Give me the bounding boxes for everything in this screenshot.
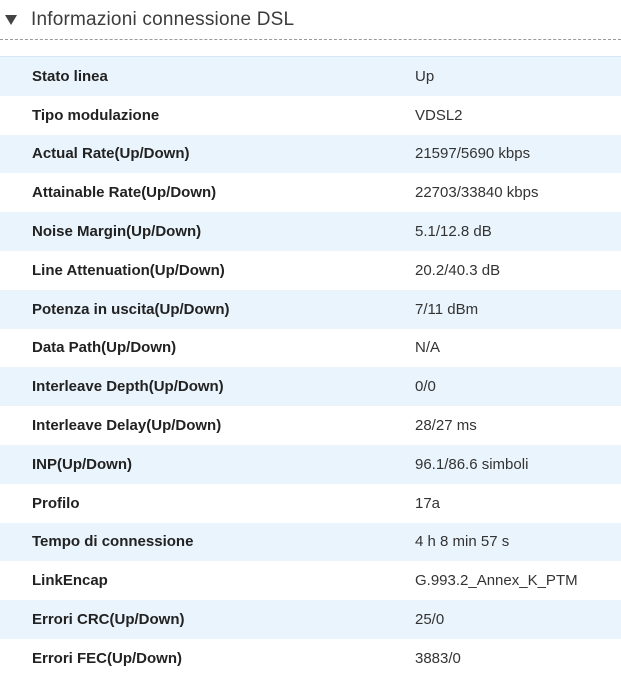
row-value: 5.1/12.8 dB <box>415 223 492 241</box>
row-label: Errori FEC(Up/Down) <box>32 649 182 667</box>
table-row-noise-margin <box>0 212 621 251</box>
table-row-interleave-depth <box>0 367 621 406</box>
table-row-attainable-rate <box>0 173 621 212</box>
row-label: Interleave Depth(Up/Down) <box>32 378 224 396</box>
row-label: INP(Up/Down) <box>32 455 132 473</box>
table-row-stato-linea <box>0 57 621 96</box>
row-label: Attainable Rate(Up/Down) <box>32 184 217 202</box>
row-label: Noise Margin(Up/Down) <box>32 223 202 241</box>
table-row-data-path <box>0 329 621 368</box>
row-value: 28/27 ms <box>415 417 477 435</box>
row-value: 7/11 dBm <box>415 300 479 318</box>
caret-down-icon[interactable] <box>5 14 17 26</box>
row-value: 21597/5690 kbps <box>415 145 531 163</box>
row-label: Line Attenuation(Up/Down) <box>32 261 225 279</box>
section-header-dsl-info[interactable] <box>0 0 621 40</box>
row-value: G.993.2_Annex_K_PTM <box>415 572 578 590</box>
table-row-tempo-connessione <box>0 523 621 562</box>
table-row-tipo-modulazione <box>0 96 621 135</box>
row-label: Potenza in uscita(Up/Down) <box>32 300 230 318</box>
table-row-potenza-uscita <box>0 290 621 329</box>
row-label: Tempo di connessione <box>32 533 194 551</box>
table-row-line-attenuation <box>0 251 621 290</box>
table-row-inp <box>0 445 621 484</box>
row-value: VDSL2 <box>415 106 463 124</box>
row-label: Interleave Delay(Up/Down) <box>32 417 222 435</box>
row-value: Up <box>415 67 435 85</box>
row-value: 3883/0 <box>415 649 461 667</box>
row-value: 17a <box>415 494 441 512</box>
row-label: Errori CRC(Up/Down) <box>32 611 185 629</box>
row-label: Data Path(Up/Down) <box>32 339 177 357</box>
row-value: 0/0 <box>415 378 436 396</box>
row-value: 96.1/86.6 simboli <box>415 455 529 473</box>
table-row-interleave-delay <box>0 406 621 445</box>
row-value: 20.2/40.3 dB <box>415 261 501 279</box>
row-value: 25/0 <box>415 611 445 629</box>
row-value: 22703/33840 kbps <box>415 184 539 202</box>
row-label: Actual Rate(Up/Down) <box>32 145 190 163</box>
table-row-profilo <box>0 484 621 523</box>
row-value: 4 h 8 min 57 s <box>415 533 510 551</box>
dsl-info-table <box>0 56 621 678</box>
table-row-errori-crc <box>0 600 621 639</box>
row-label: Stato linea <box>32 67 108 85</box>
section-title: Informazioni connessione DSL <box>31 8 295 30</box>
table-row-linkencap <box>0 561 621 600</box>
row-label: Profilo <box>32 494 80 512</box>
row-value: N/A <box>415 339 441 357</box>
row-label: Tipo modulazione <box>32 106 160 124</box>
row-label: LinkEncap <box>32 572 108 590</box>
table-row-actual-rate <box>0 135 621 174</box>
table-row-errori-fec <box>0 639 621 678</box>
